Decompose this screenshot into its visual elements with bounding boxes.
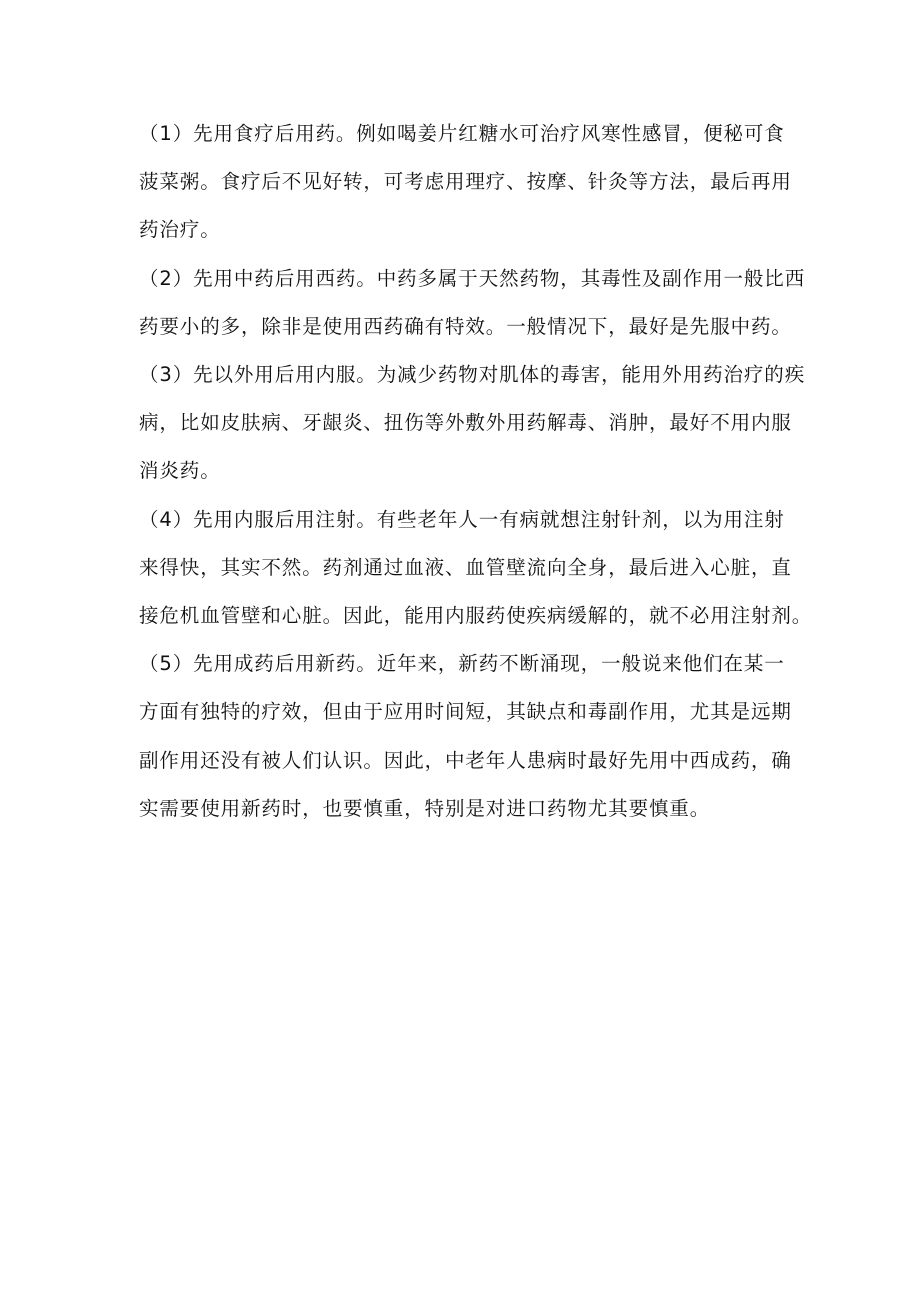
- paragraph-4: [139, 496, 813, 641]
- paragraph-2: [139, 255, 806, 351]
- paragraph-line: 药治疗。: [139, 218, 221, 242]
- paragraph-line: 消炎药。: [139, 459, 221, 483]
- paragraph-line: 副作用还没有被人们认识。因此，中老年人患病时最好先用中西成药，确: [139, 748, 792, 772]
- paragraph-line: 菠菜粥。食疗后不见好转，可考虑用理疗、按摩、针灸等方法，最后再用: [139, 170, 792, 194]
- paragraph-line: （1）先用食疗后用药。例如喝姜片红糖水可治疗风寒性感冒，便秘可食: [139, 122, 785, 145]
- document-body: [139, 110, 813, 833]
- paragraph-line: （3）先以外用后用内服。为减少药物对肌体的毒害，能用外用药治疗的疾: [139, 363, 806, 387]
- paragraph-5: [139, 640, 799, 833]
- paragraph-line: 实需要使用新药时，也要慎重，特别是对进口药物尤其要慎重。: [139, 796, 711, 820]
- paragraph-3: [139, 351, 806, 496]
- paragraph-line: （4）先用内服后用注射。有些老年人一有病就想注射针剂，以为用注射: [139, 507, 785, 531]
- paragraph-line: 病，比如皮肤病、牙龈炎、扭伤等外敷外用药解毒、消肿，最好不用内服: [139, 411, 792, 435]
- paragraph-line: （2）先用中药后用西药。中药多属于天然药物，其毒性及副作用一般比西: [139, 266, 806, 290]
- paragraph-1: [139, 110, 799, 255]
- paragraph-line: 接危机血管壁和心脏。因此，能用内服药使疾病缓解的，就不必用注射剂。: [139, 604, 813, 628]
- paragraph-line: 药要小的多，除非是使用西药确有特效。一般情况下，最好是先服中药。: [139, 314, 792, 338]
- paragraph-line: （5）先用成药后用新药。近年来，新药不断涌现，一般说来他们在某一: [139, 652, 785, 676]
- paragraph-line: 来得快，其实不然。药剂通过血液、血管壁流向全身，最后进入心脏，直: [139, 555, 792, 579]
- paragraph-line: 方面有独特的疗效，但由于应用时间短，其缺点和毒副作用，尤其是远期: [139, 700, 792, 724]
